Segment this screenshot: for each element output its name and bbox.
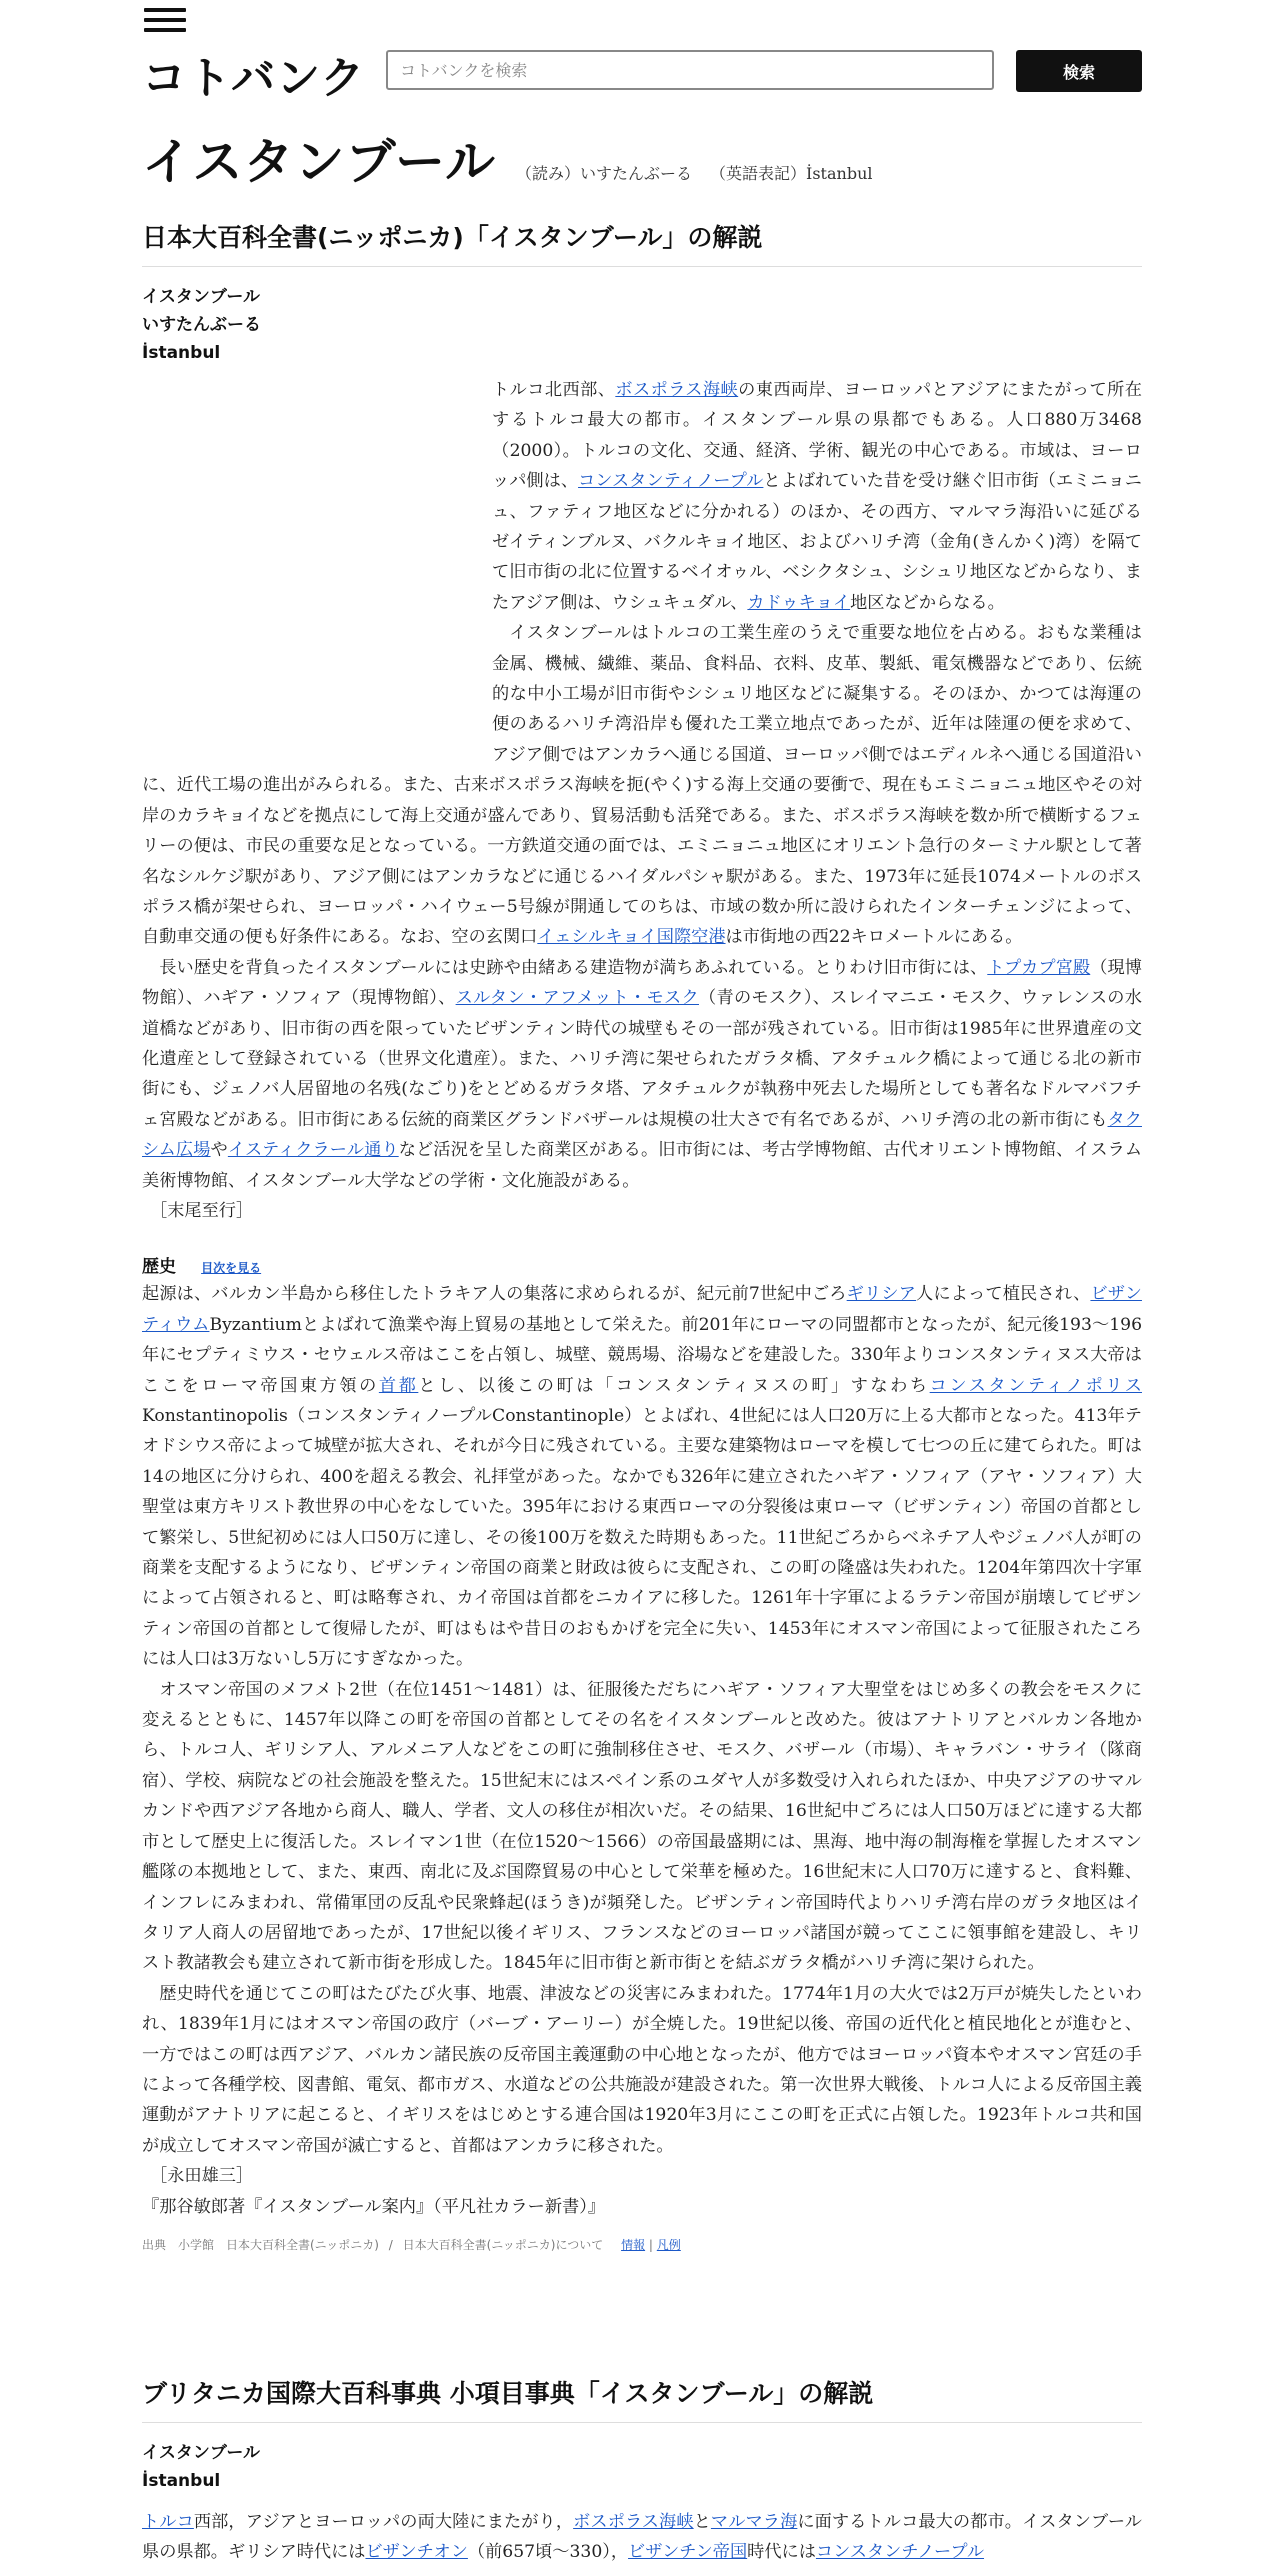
- link-constantinopolis[interactable]: コンスタンティノポリス: [929, 1375, 1142, 1396]
- text-run: （現博物館）、ハギア・ソフィア（現博物館）、: [142, 957, 1142, 1009]
- keyword-reading: いすたんぶーる: [142, 315, 261, 335]
- title-english: （英語表記）İstanbul: [710, 164, 873, 183]
- link-bosporus-2[interactable]: ボスポラス海峡: [573, 2512, 694, 2532]
- text-run: 時代には: [747, 2542, 816, 2563]
- source-bar: |: [648, 2237, 653, 2252]
- britannica-heading: [142, 2374, 1142, 2423]
- link-turkey[interactable]: トルコ: [142, 2512, 194, 2532]
- text-run: 起源は、バルカン半島から移住したトラキア人の集落に求められるが、紀元前7世紀中ごろ: [142, 1284, 847, 1305]
- hamburger-menu-icon[interactable]: [144, 8, 186, 32]
- text-run: とし、以後この町は「コンスタンティヌスの町」すなわち: [418, 1375, 930, 1396]
- link-byzantion[interactable]: ビザンチオン: [365, 2542, 468, 2563]
- text-run: （前657頃～330），: [467, 2542, 629, 2563]
- nipponica-section: [142, 218, 1142, 2253]
- link-topkapi[interactable]: トプカプ宮殿: [987, 957, 1091, 978]
- link-constantinople[interactable]: コンスタンティノープル: [578, 471, 764, 492]
- link-byzantine-empire[interactable]: ビザンチン帝国: [628, 2542, 748, 2563]
- float-spacer: [142, 375, 492, 765]
- history-heading: 歴史: [142, 1257, 176, 1278]
- source-line: [142, 2236, 1142, 2253]
- text-run: Konstantinopolis（コンスタンティノープルConstantinople）とよばれ、4世紀には人口20万に上る大都市となった。413年テオドシウス帝によって城壁が拡大され、それが今日に残されている。主要な建築物はローマを模して七つの丘に建てられた。町は14の地区に分けられ、400を超える教会、礼拝堂があった。なかでも326年に建立されたハギア・ソフィア（アヤ・ソフィア）大聖堂は東方キリスト教世界の中心をなしていた。395年における東西ローマの分裂後は東ローマ（ビザンティン）帝国の首都として繁栄し、5世紀初めには人口50万に達し、その後100万を数えた時期もあった。11世紀ごろからベネチア人やジェノバ人が町の商業を支配するようになり、ビザンティン帝国の商業と財政は彼らに支配され、この町の隆盛は失われた。1204年第四次十字軍によって占領されると、町は略奪され、カイ帝国は首都をニカイアに移した。1261年十字軍によるラテン帝国が崩壊してビザンティン帝国の首都として復帰したが、町はもはや昔日のおもかげを完全に失い、1453年にオスマン帝国によって征服されたころには人口は3万ないし5万にすぎなかった。: [142, 1406, 1142, 1670]
- history-body: [142, 1279, 1142, 2222]
- nipponica-heading-source: 日本大百科全書(ニッポニカ): [142, 223, 464, 252]
- history-heading-row: [142, 1252, 1142, 1277]
- britannica-paragraph: [142, 2507, 1142, 2568]
- britannica-body: [142, 2507, 1142, 2568]
- link-taksim-square[interactable]: タクシム広場: [142, 1109, 1142, 1161]
- britannica-heading-term: 「イスタンブール」の解説: [574, 2379, 874, 2408]
- link-greece[interactable]: ギリシア: [846, 1284, 917, 1305]
- nipponica-keywords: [142, 283, 1142, 367]
- britannica-keyword-title: イスタンブール: [142, 2443, 260, 2463]
- text-run: とよばれていた昔を受け継ぐ旧市街（エミニョニュ、ファティフ地区などに分かれる）のほか、その西方、マルマラ海沿いに延びるゼイティンブルヌ、バクルキョイ地区、およびハリチ湾（金角(きんかく)湾）を隔てて旧市街の北に位置するベイオゥル、ベシクタシュ、シシュリ地区などからなり、またアジア側は、ウシュキュダル、: [492, 471, 1142, 613]
- source-info-link[interactable]: 情報: [621, 2237, 646, 2252]
- text-run: イスタンブールはトルコの工業生産のうえで重要な地位を占める。おもな業種は金属、機械、繊維、薬品、食料品、衣料、皮革、製紙、電気機器などであり、伝統的な中小工場が旧市街やシシュリ地区などに凝集する。そのほか、かつては海運の便のあるハリチ湾沿岸も優れた工業立地点であったが、近年は陸運の便を求めて、アジア側ではアンカラへ通じる国道、ヨーロッパ側ではエディルネへ通じる国道沿いに、近代工場の進出がみられる。また、古来ボスポラス海峡を扼(やく)する海上交通の要衝で、現在もエミニョニュ地区やその対岸のカラキョイなどを拠点にして海上交通が盛んであり、貿易活動も活発である。また、ボスポラス海峡を数か所で横断するフェリーの便は、市民の重要な足となっている。一方鉄道交通の面では、エミニョニュ地区にオリエント急行のターミナル駅として著名なシルケジ駅があり、アジア側にはアンカラなどに通じるハイダルパシャ駅がある。また、1973年に延長1074メートルのボスポラス橋が架せられ、ヨーロッパ・ハイウェー5号線が開通してのちは、市域の数か所に設けられたインターチェンジによって、自動車交通の便も好条件にある。なお、空の玄関口: [142, 623, 1142, 948]
- paragraph-history-3: 歴史時代を通じてこの町はたびたび火事、地震、津波などの災害にみまわれた。1774年1月の大火では2万戸が焼失したといわれ、1839年1月にはオスマン帝国の政庁（バーブ・アーリー）が全焼した。19世紀以後、帝国の近代化と植民地化とが進むと、一方ではこの町は西アジア、バルカン諸民族の反帝国主義運動の中心地となったが、他方ではヨーロッパ資本やオスマン宮廷の手によって各種学校、図書館、電気、都市ガス、水道などの公共施設が建設された。第一次世界大戦後、トルコ人による反帝国主義運動がアナトリアに起こると、イギリスをはじめとする連合国は1920年3月にここの町を正式に占領した。1923年トルコ共和国が成立してオスマン帝国が滅亡すると、首都はアンカラに移された。: [142, 1983, 1142, 2156]
- nipponica-heading-term: 「イスタンブール」の解説: [463, 223, 763, 252]
- search-button[interactable]: 検索: [1016, 50, 1142, 92]
- link-sultan-ahmet-mosque[interactable]: スルタン・アフメット・モスク: [455, 988, 699, 1009]
- nipponica-heading: [142, 218, 1142, 267]
- source-prefix: 出典 小学館 日本大百科全書(ニッポニカ): [142, 2237, 379, 2252]
- page-title: イスタンブール: [142, 133, 496, 191]
- text-run: 長い歴史を背負ったイスタンブールには史跡や由緒ある建造物が満ちあふれている。とりわけ旧市街には、: [159, 957, 988, 978]
- source-notes-link[interactable]: 凡例: [656, 2237, 681, 2252]
- text-run: の東西両岸、ヨーロッパとアジアにまたがって所在するトルコ最大の都市。イスタンブール県の県都でもある。人口880万3468（2000）。トルコの文化、交通、経済、学術、観光の中心である。市域は、ヨーロッパ側は、: [492, 380, 1142, 492]
- text-run: Byzantiumとよばれて漁業や海上貿易の基地として栄えた。前201年にローマの同盟都市となったが、紀元後193～196年にセプティミウス・セウェルス帝はここを占領し、城壁、競馬場、浴場などを建設した。330年よりコンスタンティヌス大帝はここをローマ帝国東方領の: [142, 1314, 1143, 1396]
- britannica-keywords: [142, 2439, 1142, 2495]
- link-yesilkoy-airport[interactable]: イェシルキョイ国際空港: [537, 927, 726, 948]
- text-run: や: [210, 1140, 228, 1161]
- nipponica-body: [142, 375, 1142, 1226]
- link-byzantium[interactable]: ビザンティウム: [142, 1284, 1142, 1335]
- paragraph-heritage: [142, 953, 1142, 1196]
- text-run: は市街地の西22キロメートルにある。: [725, 927, 1023, 948]
- britannica-section: [142, 2374, 1142, 2568]
- source-separator: /: [388, 2237, 393, 2252]
- toc-link[interactable]: 目次を見る: [201, 1261, 262, 1276]
- title-reading: （読み）いすたんぶーる: [516, 164, 693, 183]
- keyword-english: İstanbul: [142, 343, 221, 363]
- link-bosporus[interactable]: ボスポラス海峡: [615, 380, 739, 400]
- search-input[interactable]: [386, 50, 994, 90]
- link-istiklal-street[interactable]: イスティクラール通り: [227, 1140, 399, 1161]
- title-row: [142, 122, 873, 194]
- text-run: 地区などからなる。: [850, 592, 1005, 613]
- text-run: （青のモスク）、スレイマニエ・モスク、ウァレンスの水道橋などがあり、旧市街の西を限っていたビザンティン時代の城壁もその一部が残されている。旧市街は1985年に世界遺産の文化遺産として登録されている（世界文化遺産）。また、ハリチ湾に架せられたガラタ橋、アタチュルク橋によって通じる北の新市街にも、ジェノバ人居留地の名残(なごり)をとどめるガラタ塔、アタチュルクが執務中死去した場所としても著名なドルマバフチェ宮殿などがある。旧市街にある伝統的商業区グランドバザールは規模の壮大さで有名であるが、ハリチ湾の北の新市街にも: [142, 988, 1142, 1130]
- author-2: ［永田雄三］: [150, 2166, 254, 2187]
- paragraph-history-1: [142, 1279, 1142, 1674]
- link-capital[interactable]: 首都: [378, 1375, 419, 1396]
- paragraph-history-2: オスマン帝国のメフメト2世（在位1451～1481）は、征服後ただちにハギア・ソフィア大聖堂をはじめ多くの教会をモスクに変えるとともに、1457年以降この町を帝国の首都としてその名をイスタンブールと改めた。彼はアナトリアとバルカン各地から、トルコ人、ギリシア人、アルメニア人などをこの町に強制移住させ、モスク、バザール（市場）、キャラバン・サライ（隊商宿）、学校、病院などの社会施設を整えた。15世紀末にはスペイン系のユダヤ人が多数受け入れられたほか、中央アジアのサマルカンドや西アジア各地から商人、職人、学者、文人の移住が相次いだ。その結果、16世紀中ごろには人口50万ほどに達する大都市として歴史上に復活した。スレイマン1世（在位1520～1566）の帝国最盛期には、黒海、地中海の制海権を掌握したオスマン艦隊の本拠地として、また、東西、南北に及ぶ国際貿易の中心として栄華を極めた。16世紀末に人口70万に達すると、食料難、インフレにみまわれ、常備軍団の反乱や民衆蜂起(ほうき)が頻発した。ビザンティン帝国時代よりハリチ湾右岸のガラタ地区はイタリア人商人の居留地であったが、17世紀以後イギリス、フランスなどのヨーロッパ諸国が競ってここに領事館を建設し、キリスト教諸教会も建立されて新市街を形成した。1845年に旧市街と新市街とを結ぶガラタ橋がハリチ湾に架けられた。: [142, 1679, 1142, 1974]
- reference: 『那谷敏郎著『イスタンブール案内』（平凡社カラー新書）』: [142, 2196, 606, 2217]
- link-constantinople-2[interactable]: コンスタンチノープル: [815, 2542, 985, 2563]
- britannica-keyword-english: İstanbul: [142, 2471, 221, 2491]
- site-logo[interactable]: コトバンク: [142, 53, 366, 104]
- text-run: に面するトルコ最大の都市。イスタンブール県の県都。ギリシア時代には: [142, 2512, 1142, 2563]
- text-run: 人によって植民され、: [916, 1284, 1091, 1305]
- britannica-heading-source: ブリタニカ国際大百科事典 小項目事典: [142, 2379, 575, 2408]
- text-run: と: [693, 2512, 711, 2532]
- source-about: 日本大百科全書(ニッポニカ)について: [402, 2237, 604, 2252]
- text-run: 西部，アジアとヨーロッパの両大陸にまたがり，: [193, 2512, 574, 2532]
- link-marmara[interactable]: マルマラ海: [710, 2512, 798, 2532]
- text-run: トルコ北西部、: [492, 380, 616, 400]
- link-kadikoy[interactable]: カドゥキョイ: [747, 592, 851, 613]
- author-1: ［末尾至行］: [150, 1200, 254, 1221]
- keyword-title: イスタンブール: [142, 287, 260, 307]
- text-run: など活況を呈した商業区がある。旧市街には、考古学博物館、古代オリエント博物館、イスラム美術博物館、イスタンブール大学などの学術・文化施設がある。: [142, 1140, 1143, 1191]
